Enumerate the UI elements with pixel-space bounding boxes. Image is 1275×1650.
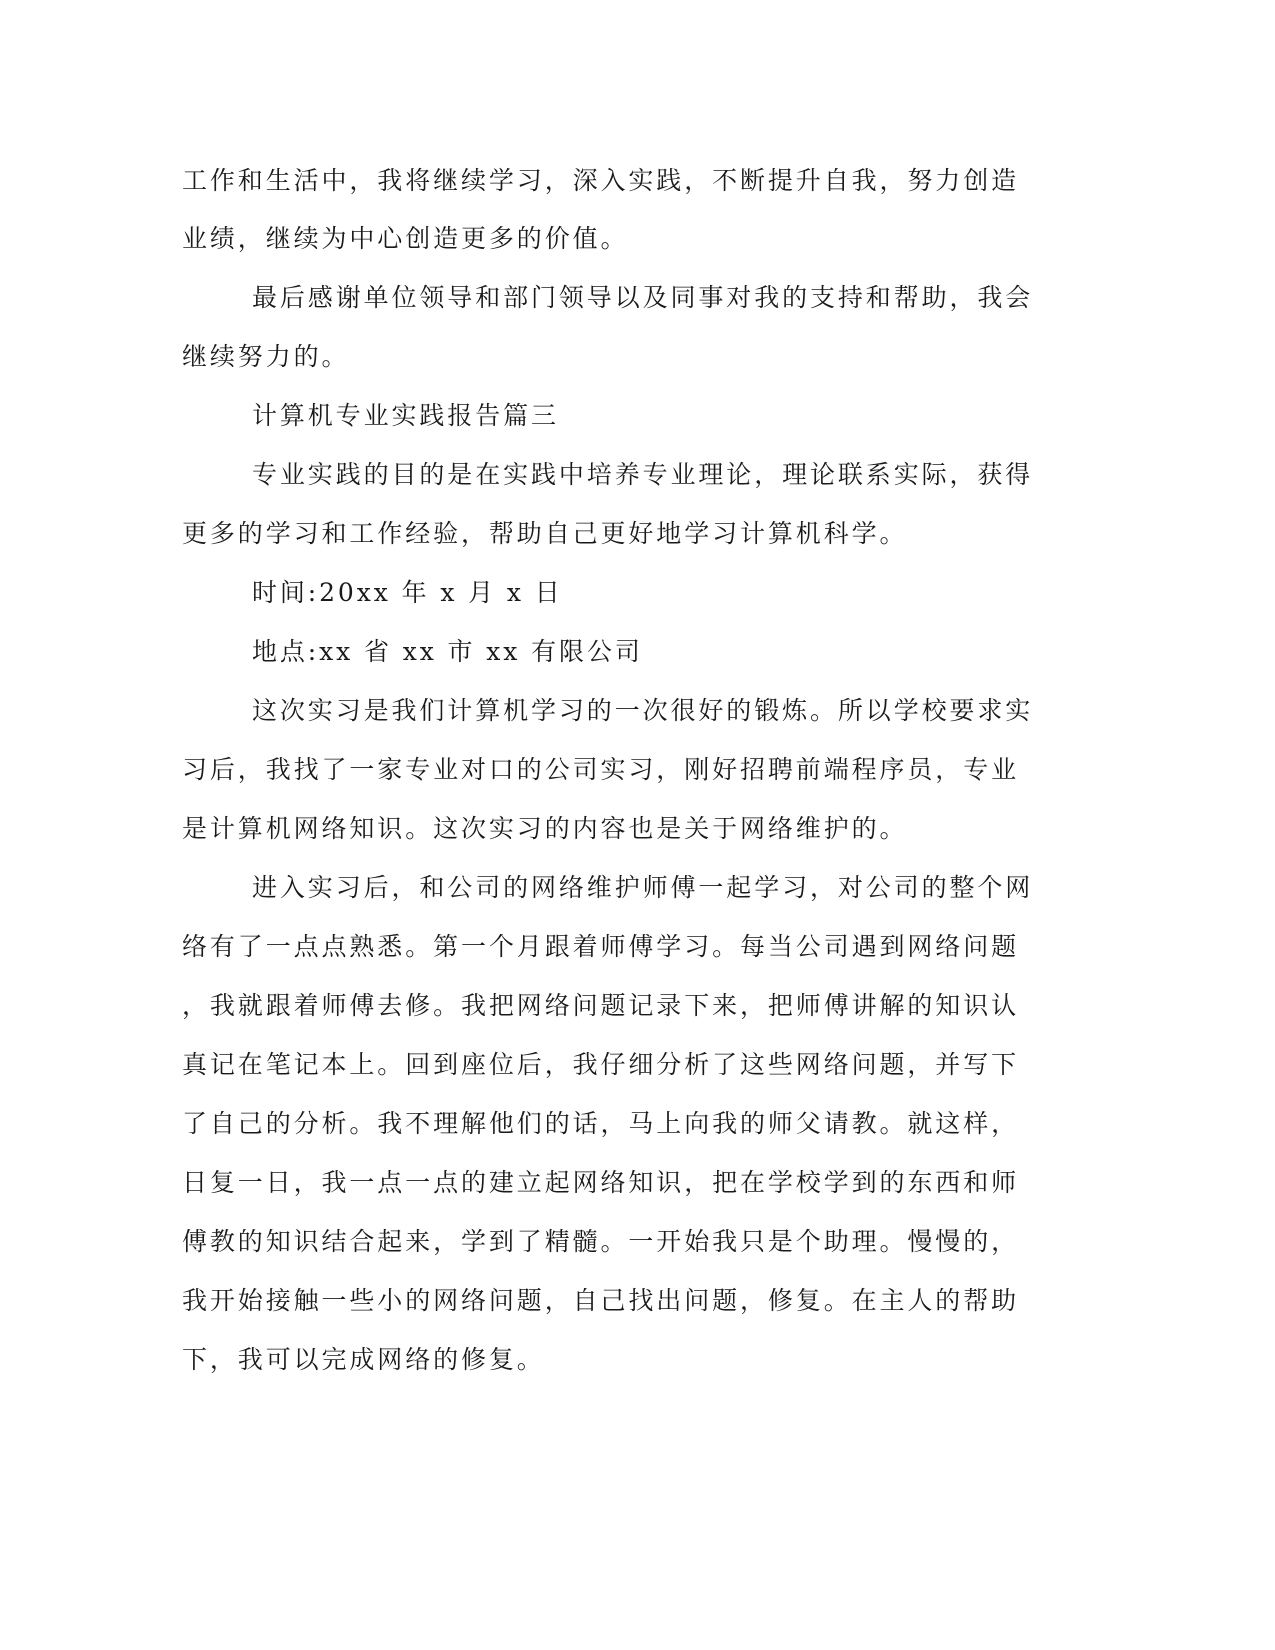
time-line: 时间:20xx 年 x 月 x 日 [252,578,563,607]
body-line: 下，我可以完成网络的修复。 [182,1345,545,1374]
body-line: 傅教的知识结合起来，学到了精髓。一开始我只是个助理。慢慢的， [182,1227,1020,1256]
paragraph-first-line: 进入实习后，和公司的网络维护师傅一起学习，对公司的整个网 [252,873,1034,902]
body-line: 络有了一点点熟悉。第一个月跟着师傅学习。每当公司遇到网络问题 [182,932,1020,961]
body-line: 日复一日，我一点一点的建立起网络知识，把在学校学到的东西和师 [182,1168,1020,1197]
body-line: 工作和生活中，我将继续学习，深入实践，不断提升自我，努力创造 [182,166,1020,195]
body-line: 习后，我找了一家专业对口的公司实习，刚好招聘前端程序员，专业 [182,755,1020,784]
location-line: 地点:xx 省 xx 市 xx 有限公司 [252,637,643,666]
body-line: 是计算机网络知识。这次实习的内容也是关于网络维护的。 [182,814,908,843]
paragraph-first-line: 最后感谢单位领导和部门领导以及同事对我的支持和帮助，我会 [252,283,1034,312]
body-line: 继续努力的。 [182,342,350,371]
body-line: 我开始接触一些小的网络问题，自己找出问题，修复。在主人的帮助 [182,1286,1020,1315]
paragraph-first-line: 这次实习是我们计算机学习的一次很好的锻炼。所以学校要求实 [252,696,1034,725]
body-line: ，我就跟着师傅去修。我把网络问题记录下来，把师傅讲解的知识认 [182,991,1020,1020]
body-line: 业绩，继续为中心创造更多的价值。 [182,224,629,253]
paragraph-first-line: 专业实践的目的是在实践中培养专业理论，理论联系实际，获得 [252,460,1034,489]
body-line: 更多的学习和工作经验，帮助自己更好地学习计算机科学。 [182,519,908,548]
section-heading: 计算机专业实践报告篇三 [252,401,559,430]
body-line: 真记在笔记本上。回到座位后，我仔细分析了这些网络问题，并写下 [182,1050,1020,1079]
body-line: 了自己的分析。我不理解他们的话，马上向我的师父请教。就这样， [182,1109,1020,1138]
